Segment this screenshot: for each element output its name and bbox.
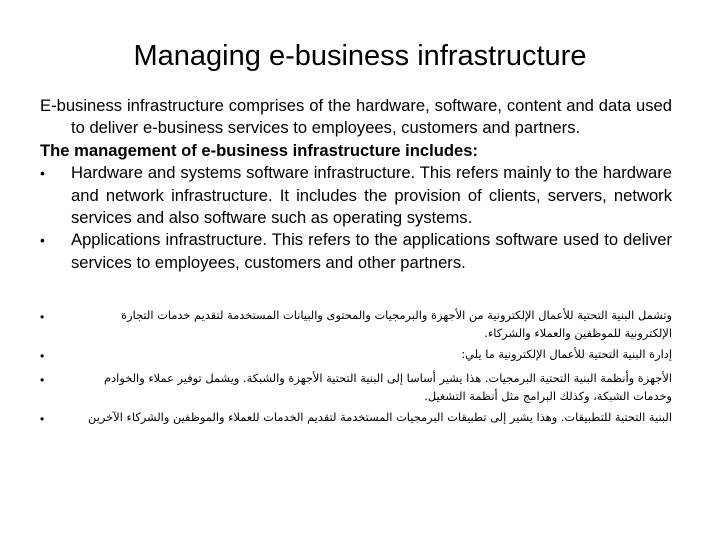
arabic-bullet-item (40, 306, 672, 342)
bullet-marker: • (40, 310, 45, 324)
bullet-item (40, 162, 672, 229)
bullet-marker: • (40, 165, 45, 182)
bullet-marker: • (40, 349, 45, 363)
arabic-bullet-text: وتشمل البنية التحتية للأعمال الإلكترونية من الأجهزة والبرمجيات والمحتوى والبيانات المستخدمة لتقديم خدمات التجارة الإلكترونية للموظفين والعملاء والشركاء. (121, 308, 672, 340)
bullet-marker: • (40, 232, 45, 249)
bullet-text: Hardware and systems software infrastructure. This refers mainly to the hardware and network infrastructure. It includes the provision of clients, servers, network services and also software such as operating systems. (71, 163, 672, 228)
bullet-marker: • (40, 412, 45, 426)
arabic-bullet-item (40, 369, 672, 405)
arabic-bullet-text: البنية التحتية للتطبيقات. وهذا يشير إلى تطبيقات البرمجيات المستخدمة لتقديم الخدمات للعملاء والموظفين والشركاء الآخرين (88, 410, 672, 424)
arabic-bullet-text: إدارة البنية التحتية للأعمال الإلكترونية ما يلي: (461, 347, 672, 361)
bullet-item (40, 229, 672, 274)
english-body (40, 95, 672, 274)
bullet-marker: • (40, 373, 45, 387)
section-heading: The management of e-business infrastructure includes: (40, 140, 478, 160)
bullet-text: Applications infrastructure. This refers to the applications software used to deliver services to employees, customers and other partners. (71, 230, 672, 272)
arabic-bullet-item (40, 408, 672, 429)
arabic-bullet-item (40, 345, 672, 366)
intro-paragraph: E-business infrastructure comprises of the hardware, software, content and data used to deliver e-business services to employees, customers and partners. (40, 96, 672, 138)
slide-title: Managing e-business infrastructure (133, 40, 587, 72)
arabic-bullet-text: الأجهزة وأنظمة البنية التحتية البرمجيات. هذا يشير أساسا إلى البنية التحتية الأجهزة والشبكة. ويشمل توفير عملاء والخوادم وخدمات الشبكة، وكذلك البرامج مثل أنظمة التشغيل. (104, 371, 672, 403)
arabic-body (40, 306, 672, 432)
